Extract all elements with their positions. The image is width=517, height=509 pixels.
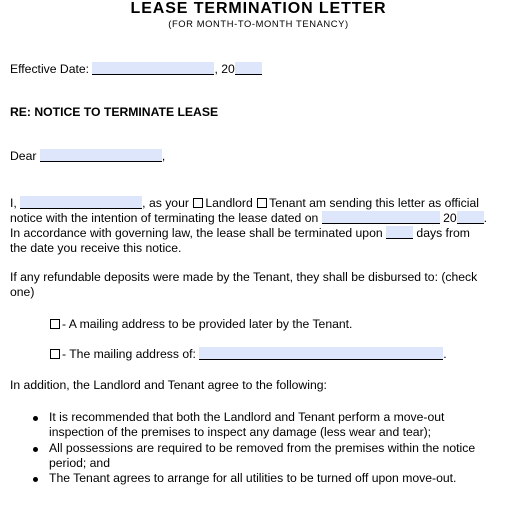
document-title: LEASE TERMINATION LETTER bbox=[130, 0, 387, 17]
lease-year-field[interactable] bbox=[457, 211, 484, 224]
agreement-bullet-2-line-2: period; and bbox=[49, 456, 110, 470]
landlord-checkbox[interactable] bbox=[193, 198, 203, 208]
effective-date-label: Effective Date: bbox=[10, 62, 90, 76]
effective-date-year-prefix: , 20 bbox=[214, 62, 235, 76]
effective-date-field[interactable] bbox=[92, 62, 214, 75]
notice-line-2 bbox=[10, 211, 487, 226]
agreement-intro: In addition, the Landlord and Tenant agree to the following: bbox=[10, 378, 327, 392]
notice-as-your: , as your bbox=[142, 196, 189, 210]
effective-date-year-field[interactable] bbox=[235, 62, 262, 75]
agreement-bullet-1-line-1: It is recommended that both the Landlord and Tenant perform a move-out bbox=[49, 410, 445, 424]
mailing-address-checkbox[interactable] bbox=[50, 349, 60, 359]
address-later-checkbox[interactable] bbox=[50, 319, 60, 329]
address-later-label: - A mailing address to be provided later by the Tenant. bbox=[62, 317, 353, 331]
deposits-line-2: one) bbox=[10, 285, 35, 299]
salutation-line bbox=[10, 149, 165, 164]
effective-date-line bbox=[10, 62, 262, 77]
salutation-suffix: , bbox=[161, 149, 166, 163]
mailing-address-label: - The mailing address of: bbox=[62, 347, 196, 361]
agreement-bullet-2-line-1: All possessions are required to be removed from the premises within the notice bbox=[49, 441, 476, 455]
salutation-prefix: Dear bbox=[10, 149, 37, 163]
notice-line3-end: days from bbox=[416, 226, 470, 240]
lease-date-field[interactable] bbox=[322, 211, 440, 224]
notice-line2-text: notice with the intention of terminating the lease dated on bbox=[10, 211, 319, 225]
bullet-icon bbox=[33, 416, 38, 421]
notice-start: I, bbox=[10, 196, 17, 210]
bullet-icon bbox=[33, 477, 38, 482]
tenant-checkbox[interactable] bbox=[257, 198, 267, 208]
deposit-option-address bbox=[49, 347, 447, 362]
sender-name-field[interactable] bbox=[20, 196, 142, 209]
recipient-name-field[interactable] bbox=[40, 149, 162, 162]
agreement-bullet-3-line-1: The Tenant agrees to arrange for all utilities to be turned off upon move-out. bbox=[49, 471, 457, 485]
mailing-address-field[interactable] bbox=[199, 347, 443, 360]
notice-line-1 bbox=[10, 196, 479, 211]
deposit-option-later bbox=[49, 317, 352, 332]
notice-end-period: . bbox=[483, 211, 488, 225]
deposits-line-1: If any refundable deposits were made by the Tenant, they shall be disbursed to: (check bbox=[10, 270, 478, 284]
tenant-label: Tenant am sending this letter as official bbox=[269, 196, 479, 210]
notice-line-3 bbox=[10, 226, 470, 241]
notice-line3-start: In accordance with governing law, the lease shall be terminated upon bbox=[10, 226, 383, 240]
document-subtitle: (FOR MONTH-TO-MONTH TENANCY) bbox=[168, 18, 349, 29]
mailing-address-end: . bbox=[443, 347, 447, 361]
landlord-label: Landlord bbox=[205, 196, 253, 210]
re-line: RE: NOTICE TO TERMINATE LEASE bbox=[10, 105, 219, 119]
agreement-bullet-1-line-2: inspection of the premises to inspect any damage (less wear and tear); bbox=[49, 425, 432, 439]
days-field[interactable] bbox=[386, 226, 413, 239]
bullet-icon bbox=[33, 447, 38, 452]
lease-year-prefix: 20 bbox=[443, 211, 457, 225]
notice-line-4: the date you receive this notice. bbox=[10, 241, 182, 255]
